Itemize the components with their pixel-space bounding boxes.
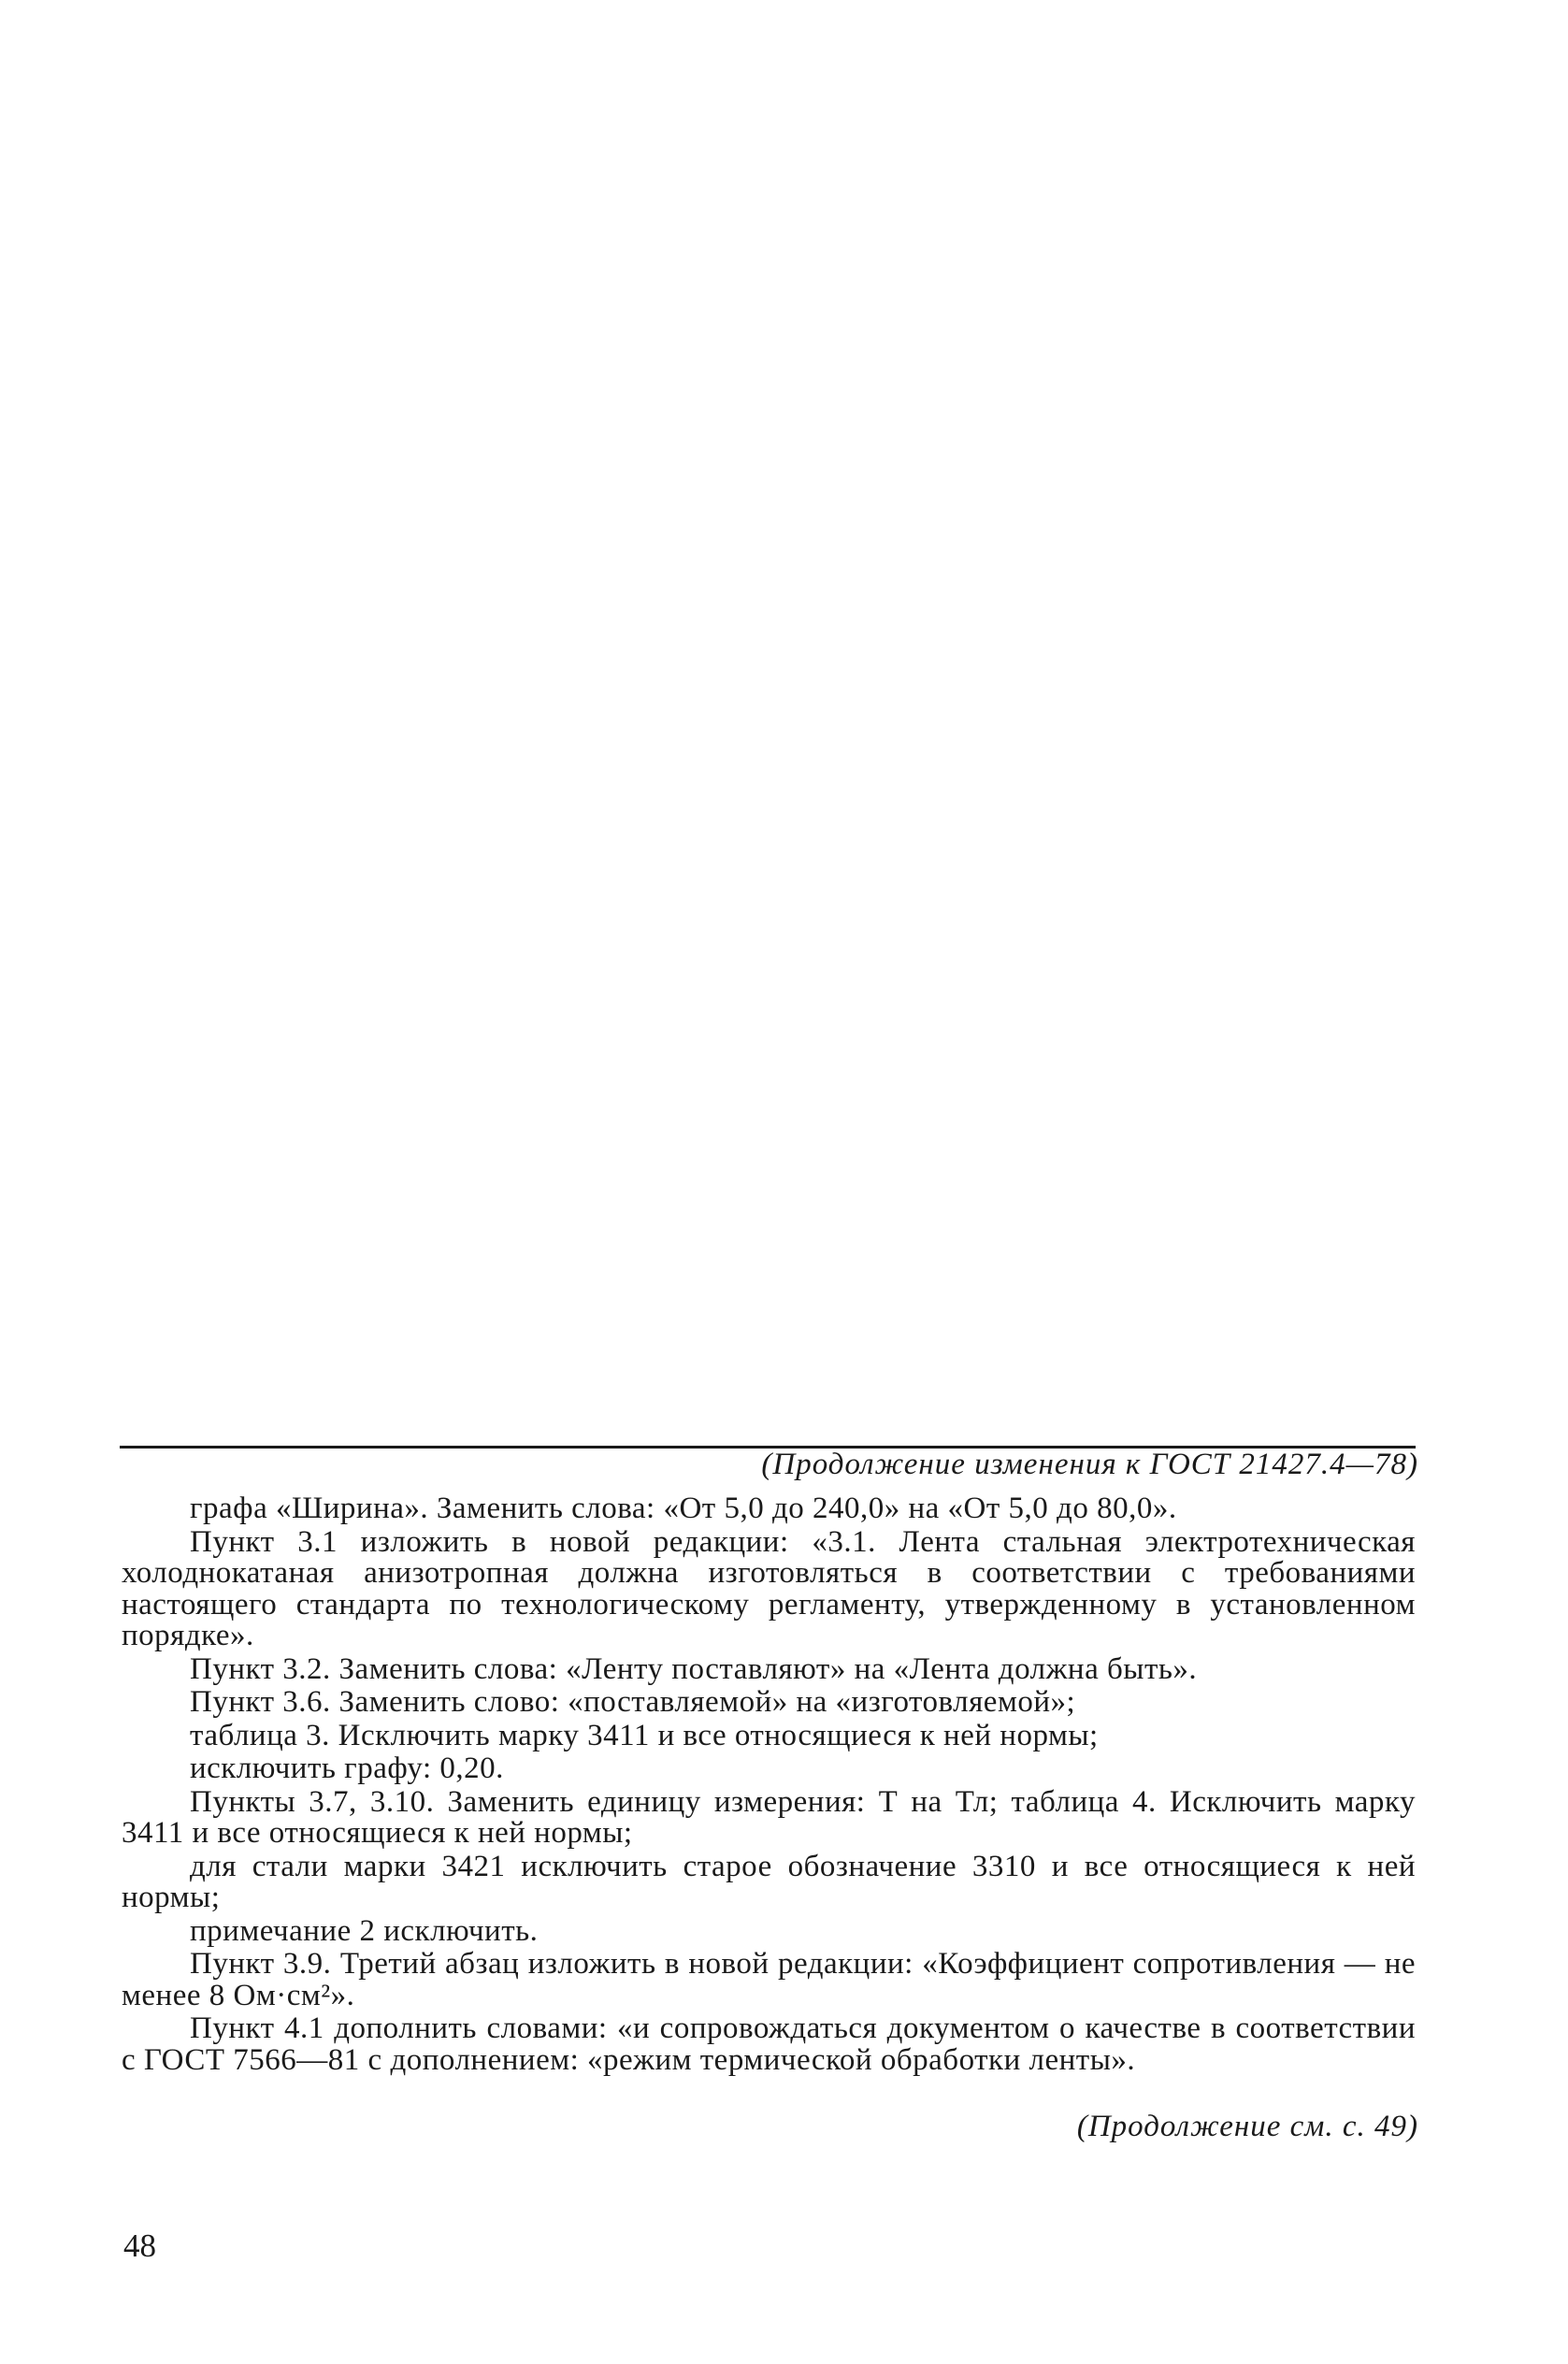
paragraph: Пункт 3.2. Заменить слова: «Ленту поставляют» на «Лента должна быть». [190,1651,1198,1686]
paragraph: графа «Ширина». Заменить слова: «От 5,0 до 240,0» на «От 5,0 до 80,0». [190,1492,1177,1525]
paragraph: Пункт 3.9. Третий абзац изложить в новой редакции: «Коэффициент сопротивления — не менее 8 Ом·см²». [122,1947,1416,2012]
paragraph: для стали марки 3421 исключить старое обозначение 3310 и все относящиеся к ней нормы; [122,1849,1416,1914]
body-text [122,1493,1416,2078]
paragraph: таблица 3. Исключить марку 3411 и все относящиеся к ней нормы; [190,1718,1099,1752]
continuation-footer: (Продолжение см. с. 49) [1076,2110,1418,2143]
paragraph: Пункты 3.7, 3.10. Заменить единицу измерения: Т на Тл; таблица 4. Исключить марку 3411 и все относящиеся к ней нормы; [122,1784,1416,1850]
paragraph: Пункт 3.6. Заменить слово: «поставляемой» на «изготовляемой»; [190,1685,1076,1719]
paragraph: Пункт 3.1 изложить в новой редакции: «3.1. Лента стальная электротехническая холоднокатаная анизотропная должна изготовляться в соответствии с требованиями настоящего стандарта по технологическому регламенту, утвержденному в установленном порядке». [122,1524,1416,1652]
continuation-header: (Продолжение изменения к ГОСТ 21427.4—78) [761,1448,1418,1481]
paragraph: исключить графу: 0,20. [190,1751,504,1785]
paragraph: Пункт 4.1 дополнить словами: «и сопровождаться документом о качестве в соответствии с ГОСТ 7566—81 с дополнением: «режим термической обработки ленты». [122,2011,1416,2077]
paragraph: примечание 2 исключить. [190,1913,539,1948]
page-number: 48 [123,2227,156,2264]
